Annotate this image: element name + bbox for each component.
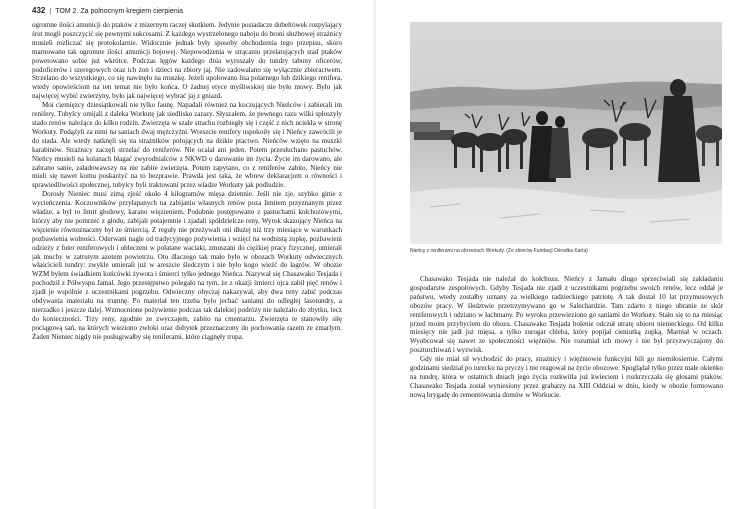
paragraph: ogromne ilości amunicji do ptaków z mizernym raczej skutkiem. Jedynie posiadacze dubeltówek rozpylający śrut mogli poszczycić się pewnymi sukcesami. Z każdego wystrzelonego naboju do broni służbowej strażnicy musieli rozliczać się protokolarnie. Widocznie jednak były sposoby obchodzenia tego przepisu, skoro marnowano tak ogromne ilości amunicji bojowej. Niepowodzenia w strącaniu przelatujących stad ptaków powetowano sobie już wkrótce. Podczas lęgów każdego dnia wyruszały do tundry tabuny oficerów, podoficerów i szeregowych oraz ich żon i dzieci na zbiory jaj. Nie zadowalano się wyłącznie zbieractwem. Strzelano do wszystkiego, co się nawinęło na muszkę. Jeżeli upolowano lisa polarnego lub dzikiego renifera, wtedy opowieściom na ten temat nie było końca. O żadnej etyce myśliwskiej nie było mowy. Było jak najwięcej wybić zwierzyny, było jak najwięcej wybrać jaj z gniazd. xyxy=(32,21,342,101)
paragraph: Moi ciemięzcy dziesiątkowali nie tylko faunę. Napadali również na koczujących Nieńców i zabierali im renifery. Tubylcy omijali z daleka Workutę jak siedlisko zarazy. Słyszałem, że pewnego razu wilki spłoszyły stado renów należące do kilku rodzin. Zwierzęta w szale strachu rozbiegły się i część z nich uciekła w stronę Workuty. Podążyli za nimi na saniach dwaj mężczyźni. Wreszcie renifery uspokoiły się i Nieńcy zawrócili je do stada. Ale wtedy natknęli się na strażników polujących na dzikie ptactwo. Nieńców wzięto na muszki karabinów. Strażnicy zaczęli strzelać do reniferów. Nie ocalał ani jeden. Potem przesłuchano pastuchów. Nieńcy musieli na kolanach błagać zwyrodnialców z NKWD o darowanie im życia. Życie im darowano, ale zabrano sanie, załadowawszy na nie zabite zwierzęta. Potem zapytano, co z reniferów zabito. Nieńcy nie mieli się nawet komu poskarżyć na to bezprawie. Prawda jest taka, że wbrew deklaracjom o równości i sprawiedliwości społecznej, tubylcy byli traktowani przez władze Workuty jak podludzie. xyxy=(32,101,342,190)
chapter-title: TOM 2. Za polnocnym kregiem cierpienia xyxy=(55,8,184,15)
header-separator: | xyxy=(49,8,52,15)
paragraph: Dorosły Nieniec musi zimą zjeść około 4 kilogramów mięsa dziennie. Jeśli nie zje, szybko ginie z wycieńczenia. Koczowników przyłapanych na zabijaniu własnych renów poza limitem przyznanym przez władze, a był to limit głodowy, karano więzieniem. Podobnie postępowano z pastuchami kołchozowymi, którzy aby nie pomrzeć z głodu, zabijali potajemnie i zjadali spółdzielcze reny. Wyrok skazujący Nieńca na więzienie równoznaczny był ze śmiercią. Z reguły nie przeżywali oni dłużej niż trzy miesiące w warunkach pozbawienia wolności. Oderwani nagle od tradycyjnego pożywienia i wzięci na wodnistą zupkę, pozbawieni odzieży z futer reniferowych i obleczeni w połatane waciaki, zmuszani do ciężkiej pracy fizycznej, umierali jak muchy w zatrutym azotem powietrzu. Oto dlaczego tak mało było w obozach Workuty odwiecznych właścicieli tundry: zwykle umierali już w areszcie śledczym i nie było kogo wieźć do łagrów. W obozie WZM byłem świadkiem końcówki żywota i śmierci tylko jednego Nieńca. Nazywał się Chasawako Tesjada i pochodził z Półwyspu Jamał. Jego przestępstwo polegało na tym, że z okazji śmierci ojca zabił pięć renów i zjadł je wspólnie z uczestnikami pogrzebu. Odwieczny obyczaj nakazywał, aby dwa reny zabić podczas obdywania materiału na trumnę. Po materiał ten trzeba było jechać saniami do odległej lasotundry, a nierzadko i jeszcze dalej. Wzmocnione pożywienie podczas tak dalekiej podróży nie należało do zbytku, lecz do konieczności. Trzy reny, zgodnie ze zwyczajem, zabito na cmentarzu. Zwierzęta te stanowiły siłę pociągową sań, na których wieziono zwłoki oraz dobytek przeznaczony do pochowania razem ze zmarłym. Żaden Nieniec nigdy nie posługiwałby się reniferami, które ciągnęły trupa. xyxy=(32,190,342,341)
paragraph: Gdy nie miał sił wychodzić do pracy, strażnicy i więźniowie funkcyjni bili go niemiłosiernie. Całymi godzinami siedział po turecku na pryczy i nie reagował na życie obozowe. Spoglądał tylko przez małe okienko na tundrę, która w ostatnich dniach jego życia rozkwitła już kwieciem i rozkrzyczała się głosami ptaków. Chasawako Tesjada został wyniesiony przez grabarzy na XIII Oddział w dniu, kiedy w obozie formowano nową brygadę do remontowania domów w Workucie. xyxy=(410,355,723,399)
right-page-text xyxy=(410,275,723,400)
page-number: 432 xyxy=(32,6,46,15)
page-gutter xyxy=(374,0,376,509)
photo-caption: Nieńcy z reniferami na obrzeżach Workuty. (Ze zbiorów Fundacji Ośrodka Karta) xyxy=(410,248,588,254)
archival-photo xyxy=(410,22,722,244)
running-header xyxy=(32,6,183,15)
left-page-text xyxy=(32,21,342,342)
paragraph: Chasawako Tesjada nie należał do kołchozu. Nieńcy z Jamału długo sprzeciwiali się zakładaniu gospodarstw zespołowych. Gdyby Tesjada nie zjadł z uczestnikami pogrzebu swoich renów, lecz oddał je państwu, wtedy zostałby uznany za wielkiego radzieckiego patriotę. A tak dostał 10 lat przymusowych obozów pracy. W śledztwie przetrzymywano go w Salechardzie. Tam zdarto z niego ubranie ze skór reniferowych i odziano w łachmany. Po wyroku przewieziono go saniami do Workuty. Stało się to na miesiąc przed moim przybyciem do obozu. Chasawako Tesjada bolenie odczuł utratę ubioru nienieckiego. Od kilku miesięcy nie jadł już mięsa, a tylko surogat chleba, który popijał cieniutką zupką. Marniał w oczach. Wyobcował się nawet ze społeczności więźniów. Nie rozumiał ich mowy i nie był przyzwyczajony do poszturchiwań i wyzwisk. xyxy=(410,275,723,355)
photo-illustration xyxy=(410,22,722,244)
